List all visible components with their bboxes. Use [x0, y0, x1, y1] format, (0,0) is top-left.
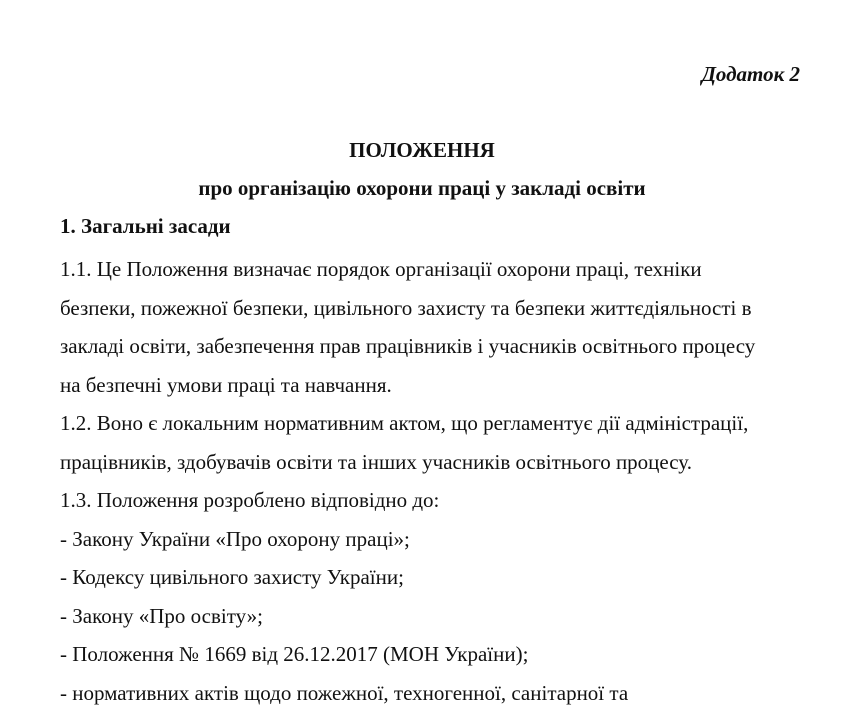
document-body — [60, 250, 820, 712]
list-item: - Закону «Про освіту»; — [60, 597, 820, 636]
body-line: на безпечні умови праці та навчання. — [60, 366, 820, 405]
list-item: - Положення № 1669 від 26.12.2017 (МОН України); — [60, 635, 820, 674]
body-line: 1.3. Положення розроблено відповідно до: — [60, 481, 820, 520]
document-subtitle: про організацію охорони праці у закладі освіти — [0, 174, 844, 202]
annex-label: Додаток 2 — [702, 60, 800, 88]
list-item: - нормативних актів щодо пожежної, техногенної, санітарної та — [60, 674, 820, 712]
body-line: працівників, здобувачів освіти та інших учасників освітнього процесу. — [60, 443, 820, 482]
document-title: ПОЛОЖЕННЯ — [0, 136, 844, 164]
list-item: - Кодексу цивільного захисту України; — [60, 558, 820, 597]
list-item: - Закону України «Про охорону праці»; — [60, 520, 820, 559]
body-line: безпеки, пожежної безпеки, цивільного захисту та безпеки життєдіяльності в — [60, 289, 820, 328]
section-heading: 1. Загальні засади — [60, 212, 231, 240]
body-line: закладі освіти, забезпечення прав працівників і учасників освітнього процесу — [60, 327, 820, 366]
body-line: 1.1. Це Положення визначає порядок організації охорони праці, техніки — [60, 250, 820, 289]
body-line: 1.2. Воно є локальним нормативним актом, що регламентує дії адміністрації, — [60, 404, 820, 443]
